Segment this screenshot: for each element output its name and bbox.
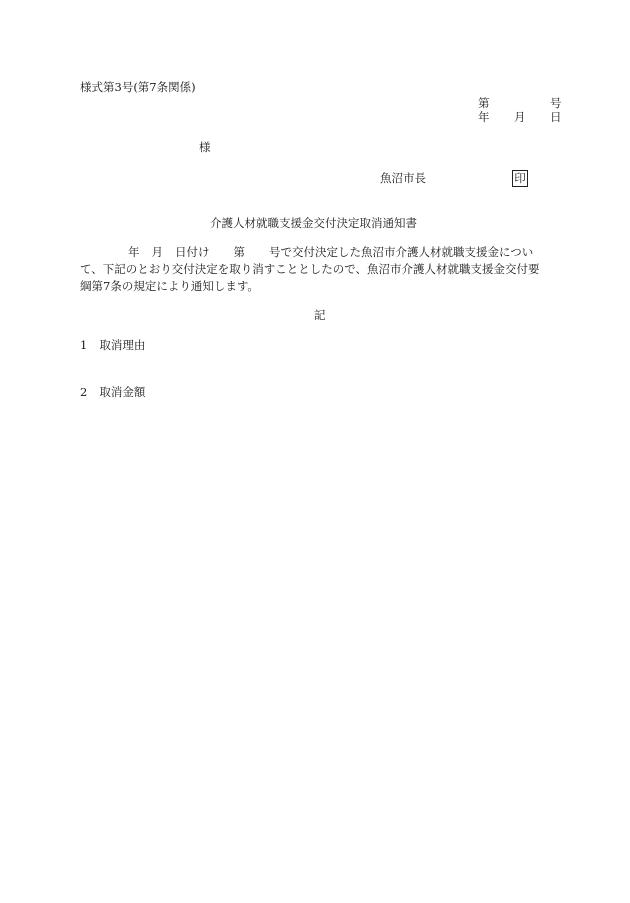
item-2-label: 取消金額 <box>99 385 146 399</box>
date-year: 年 <box>478 110 490 124</box>
ki-heading: 記 <box>314 308 326 322</box>
item-1 <box>80 338 145 352</box>
seal-mark: 印 <box>512 170 528 187</box>
item-1-label: 取消理由 <box>99 338 146 352</box>
body-dai: 第 <box>233 245 245 259</box>
item-2 <box>80 385 145 399</box>
body-line-2: て、下記のとおり交付決定を取り消すこととしたので、魚沼市介護人材就職支援金交付要 <box>80 262 540 276</box>
item-1-number: 1 <box>80 338 88 352</box>
body-month: 月 <box>151 245 163 259</box>
doc-number-go: 号 <box>550 96 562 110</box>
document-title: 介護人材就職支援金交付決定取消通知書 <box>210 216 417 230</box>
recipient-suffix: 様 <box>199 140 211 154</box>
doc-number-dai: 第 <box>478 96 490 110</box>
item-2-number: 2 <box>80 385 88 399</box>
body-line-1-rest: 号で交付決定した魚沼市介護人材就職支援金につい <box>269 245 534 259</box>
issuer-name: 魚沼市長 <box>380 171 426 185</box>
date-day: 日 <box>550 110 562 124</box>
body-day: 日付け <box>175 245 210 259</box>
body-line-3: 綱第7条の規定により通知します。 <box>80 279 259 293</box>
body-year: 年 <box>128 245 140 259</box>
date-month: 月 <box>514 110 526 124</box>
form-number: 様式第3号(第7条関係) <box>80 80 196 94</box>
body-line-1 <box>80 245 562 259</box>
